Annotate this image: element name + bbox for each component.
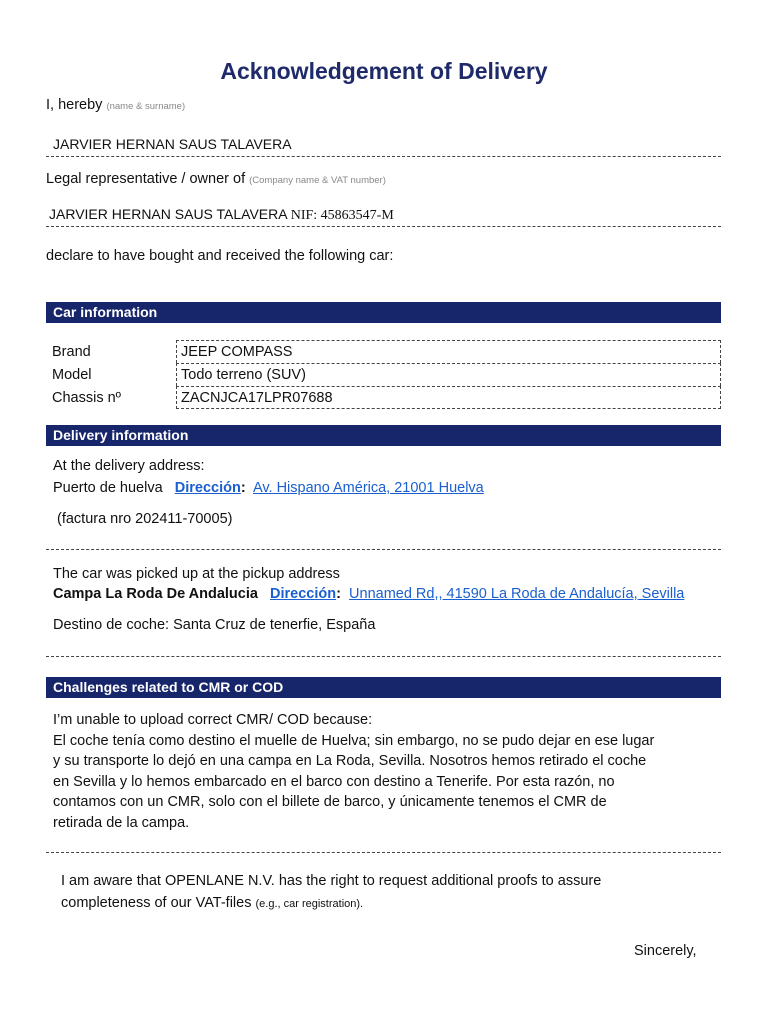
representative-line: [46, 171, 386, 187]
delivery-direccion-link[interactable]: Dirección: [174, 480, 241, 496]
car-row-brand: [52, 340, 721, 363]
car-info-header: Car information: [46, 302, 721, 323]
challenges-line: contamos con un CMR, solo con el billete de barco, y únicamente tenemos el CMR de: [53, 794, 607, 810]
delivery-address-link[interactable]: Av. Hispano América, 21001 Huelva: [252, 480, 484, 496]
sincerely: Sincerely,: [634, 943, 697, 959]
hereby-line: [46, 97, 185, 113]
pickup-address-line: Campa La Roda De Andalucia Dirección: Unnamed Rd,, 41590 La Roda de Andalucía, Sevilla: [53, 586, 685, 602]
delivery-divider: [46, 549, 721, 550]
representative-nif: NIF: 45863547-M: [290, 208, 394, 223]
delivery-info-header: Delivery information: [46, 425, 721, 446]
car-value: JEEP COMPASS: [176, 340, 721, 363]
challenges-text: [53, 710, 723, 833]
aware-line-2-small: (e.g., car registration).: [255, 898, 364, 910]
aware-text: [61, 870, 731, 915]
car-destination: Destino de coche: Santa Cruz de tenerfie, España: [53, 617, 376, 633]
representative-underline: [46, 226, 721, 227]
car-label: Model: [52, 366, 92, 383]
hereby-hint: (name & surname): [106, 101, 186, 112]
car-value: ZACNJCA17LPR07688: [176, 386, 721, 409]
car-info-table: [52, 340, 721, 409]
car-label: Chassis nº: [52, 389, 121, 406]
challenges-line: retirada de la campa.: [53, 814, 190, 831]
delivery-address-line: Puerto de huelva Dirección: Av. Hispano América, 21001 Huelva: [53, 480, 484, 496]
declare-text: declare to have bought and received the following car:: [46, 248, 394, 264]
hereby-label: I, hereby: [46, 97, 103, 113]
delivery-at-address: At the delivery address:: [53, 458, 205, 474]
aware-line-2-main: completeness of our VAT-files: [61, 895, 252, 911]
car-row-model: [52, 363, 721, 386]
challenges-header: Challenges related to CMR or COD: [46, 677, 721, 698]
representative-label: Legal representative / owner of: [46, 171, 246, 187]
pickup-divider: [46, 656, 721, 657]
car-row-chassis: [52, 386, 721, 409]
challenges-line: y su transporte lo dejó en una campa en La Roda, Sevilla. Nosotros hemos retirado el coche: [53, 753, 647, 769]
hereby-value: JARVIER HERNAN SAUS TALAVERA: [53, 136, 292, 152]
challenges-divider: [46, 852, 721, 853]
challenges-line: en Sevilla y lo hemos embarcado en el barco con destino a Tenerife. Por esta razón, no: [53, 773, 615, 790]
pickup-address-link[interactable]: Unnamed Rd,, 41590 La Roda de Andalucía, Sevilla: [349, 586, 685, 602]
pickup-direccion-link[interactable]: Dirección: [270, 586, 337, 602]
aware-line-2: [61, 892, 731, 915]
representative-hint: (Company name & VAT number): [249, 175, 386, 186]
representative-value-line: [49, 206, 394, 224]
page-title: Acknowledgement of Delivery: [220, 58, 548, 84]
car-value: Todo terreno (SUV): [176, 363, 721, 386]
car-label: Brand: [52, 343, 91, 360]
pickup-place: Campa La Roda De Andalucia: [53, 586, 258, 602]
aware-line-1: I am aware that OPENLANE N.V. has the right to request additional proofs to assure: [61, 873, 602, 889]
challenges-line: El coche tenía como destino el muelle de Huelva; sin embargo, no se pudo dejar en ese lugar: [53, 732, 655, 749]
delivery-invoice: (factura nro 202411-70005): [57, 511, 233, 527]
pickup-intro: The car was picked up at the pickup address: [53, 566, 340, 582]
representative-value: JARVIER HERNAN SAUS TALAVERA: [49, 206, 287, 222]
challenges-intro: I’m unable to upload correct CMR/ COD because:: [53, 712, 373, 728]
delivery-place: Puerto de huelva: [53, 480, 163, 496]
hereby-underline: [46, 156, 721, 157]
